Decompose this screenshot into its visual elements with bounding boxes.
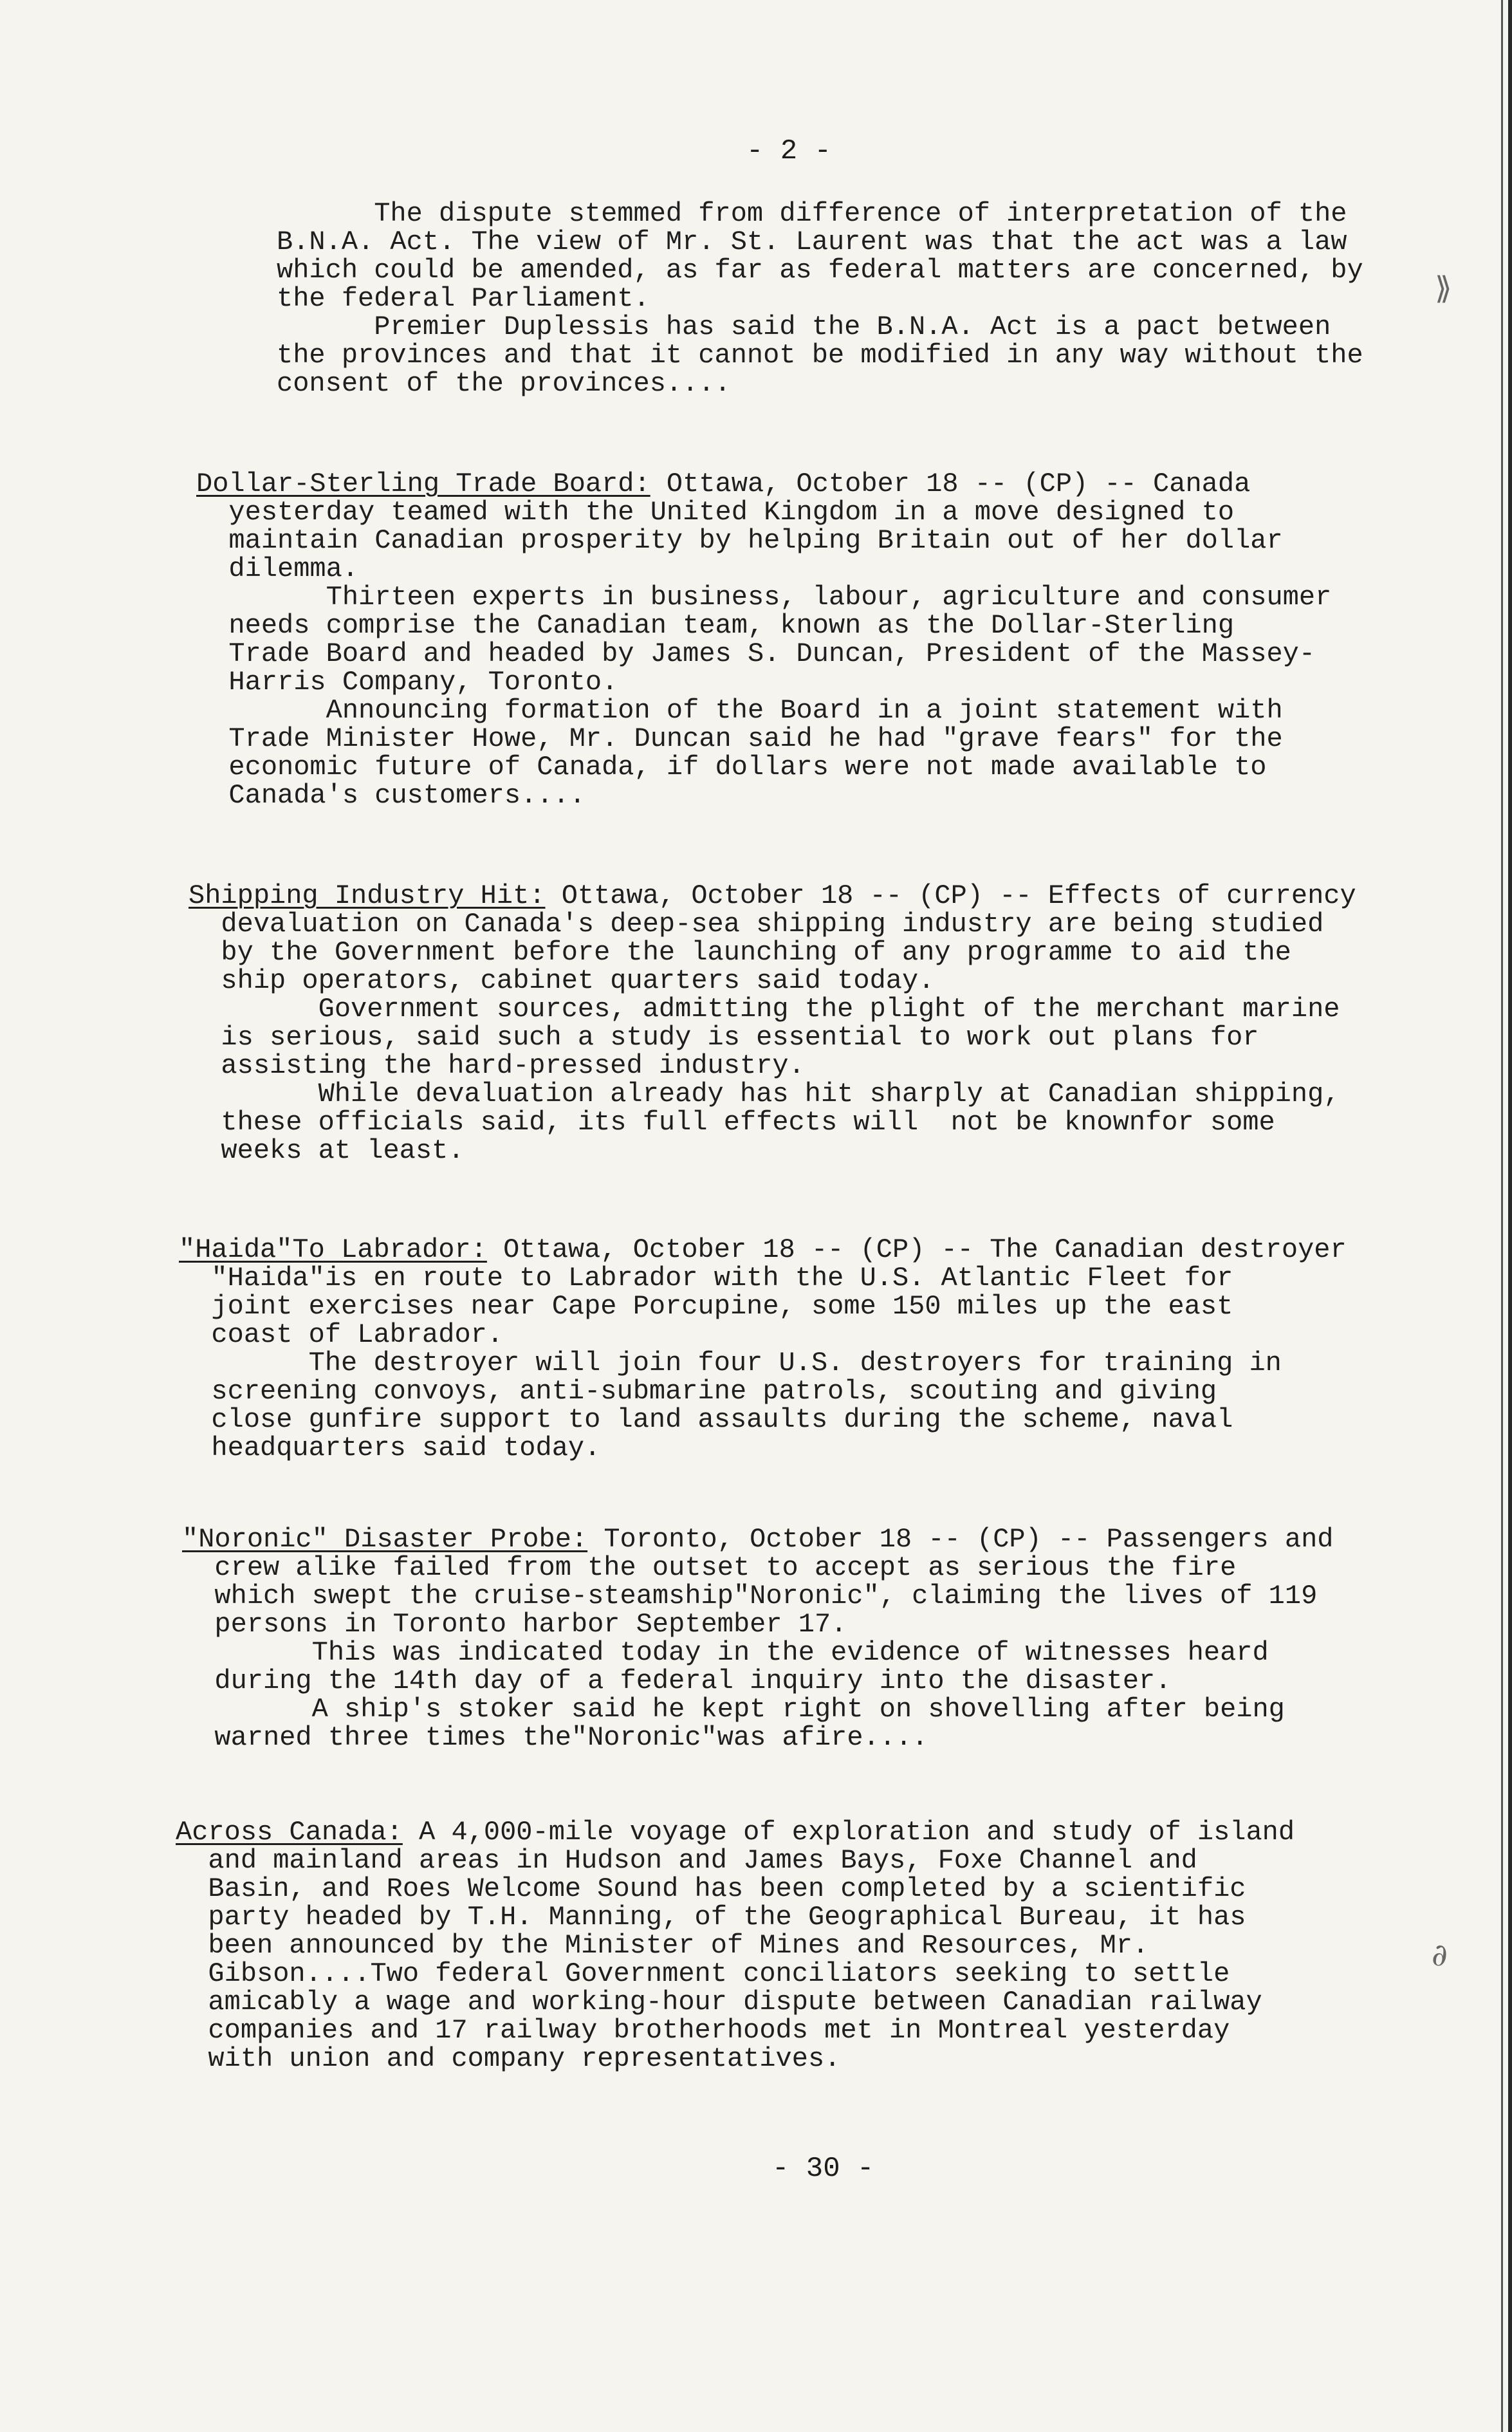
news-lead: Ottawa, October 18 -- (CP) -- Canada	[650, 469, 1251, 499]
news-item-across-canada	[176, 1818, 1295, 2073]
news-item-noronic	[182, 1525, 1334, 1752]
text-line: warned three times the"Noronic"was afire....	[182, 1722, 928, 1753]
news-heading: "Haida"To Labrador:	[179, 1234, 487, 1265]
text-line: by the Government before the launching of any programme to aid the	[189, 937, 1291, 968]
text-line: A ship's stoker said he kept right on shovelling after being	[182, 1694, 1285, 1725]
text-line: ship operators, cabinet quarters said today.	[189, 965, 935, 996]
page-edge-line	[1508, 0, 1512, 2432]
intro-paragraphs	[277, 200, 1363, 398]
text-line: Canada's customers....	[196, 780, 585, 811]
text-line: screening convoys, anti-submarine patrols, scouting and giving	[179, 1376, 1217, 1407]
text-line: weeks at least.	[189, 1135, 465, 1166]
text-line: during the 14th day of a federal inquiry into the disaster.	[182, 1666, 1172, 1696]
news-heading: Shipping Industry Hit:	[189, 880, 546, 911]
text-line: close gunfire support to land assaults during the scheme, naval	[179, 1404, 1233, 1435]
text-line: assisting the hard-pressed industry.	[189, 1050, 805, 1081]
page-number-bottom: - 30 -	[772, 2153, 874, 2185]
text-line: companies and 17 railway brotherhoods met in Montreal yesterday	[176, 2015, 1230, 2046]
text-line: Harris Company, Toronto.	[196, 667, 618, 698]
text-line: is serious, said such a study is essential to work out plans for	[189, 1022, 1259, 1053]
text-line: The dispute stemmed from difference of interpretation of the	[277, 198, 1347, 229]
news-lead: Ottawa, October 18 -- (CP) -- The Canadian destroyer	[486, 1234, 1347, 1265]
text-line: economic future of Canada, if dollars were not made available to	[196, 752, 1267, 783]
margin-scribble-icon: ∂	[1432, 1937, 1448, 1973]
text-line: devaluation on Canada's deep-sea shipping industry are being studied	[189, 909, 1324, 940]
news-lead: Ottawa, October 18 -- (CP) -- Effects of currency	[545, 880, 1356, 911]
news-heading: "Noronic" Disaster Probe:	[182, 1524, 588, 1555]
news-item-dollar-sterling	[196, 470, 1331, 810]
text-line: been announced by the Minister of Mines and Resources, Mr.	[176, 1930, 1149, 1961]
text-line: Trade Board and headed by James S. Duncan, President of the Massey-	[196, 638, 1316, 669]
news-heading: Dollar-Sterling Trade Board:	[196, 469, 650, 499]
text-line: Gibson....Two federal Government conciliators seeking to settle	[176, 1958, 1230, 1989]
text-line: crew alike failed from the outset to accept as serious the fire	[182, 1552, 1237, 1583]
text-line: persons in Toronto harbor September 17.	[182, 1609, 847, 1640]
text-line: This was indicated today in the evidence of witnesses heard	[182, 1637, 1269, 1668]
text-line: "Haida"is en route to Labrador with the U.S. Atlantic Fleet for	[179, 1263, 1233, 1294]
text-line: Thirteen experts in business, labour, agriculture and consumer	[196, 582, 1332, 613]
text-line: amicably a wage and working-hour dispute between Canadian railway	[176, 1987, 1262, 2018]
text-line: dilemma.	[196, 553, 359, 584]
text-line: these officials said, its full effects will not be knownfor some	[189, 1107, 1275, 1138]
text-line: Basin, and Roes Welcome Sound has been completed by a scientific	[176, 1873, 1246, 1904]
text-line: Announcing formation of the Board in a joint statement with	[196, 695, 1283, 726]
page-number-top: - 2 -	[746, 135, 832, 167]
text-line: Premier Duplessis has said the B.N.A. Act is a pact between	[277, 311, 1331, 342]
text-line: needs comprise the Canadian team, known as the Dollar-Sterling	[196, 610, 1235, 641]
text-line: and mainland areas in Hudson and James Bays, Foxe Channel and	[176, 1845, 1197, 1876]
news-lead: Toronto, October 18 -- (CP) -- Passengers and	[587, 1524, 1334, 1555]
news-lead: A 4,000-mile voyage of exploration and study of island	[402, 1817, 1295, 1848]
text-line: B.N.A. Act. The view of Mr. St. Laurent was that the act was a law	[277, 227, 1347, 257]
text-line: the federal Parliament.	[277, 283, 650, 314]
text-line: consent of the provinces....	[277, 368, 731, 399]
text-line: which swept the cruise-steamship"Noronic", claiming the lives of 119	[182, 1581, 1318, 1611]
margin-scribble-icon: ⟫	[1435, 270, 1452, 306]
text-line: which could be amended, as far as federal matters are concerned, by	[277, 255, 1363, 286]
text-line: headquarters said today.	[179, 1433, 601, 1463]
text-line: party headed by T.H. Manning, of the Geographical Bureau, it has	[176, 1902, 1246, 1933]
text-line: yesterday teamed with the United Kingdom in a move designed to	[196, 497, 1235, 528]
text-line: Government sources, admitting the plight of the merchant marine	[189, 994, 1340, 1025]
text-line: joint exercises near Cape Porcupine, some 150 miles up the east	[179, 1291, 1233, 1322]
news-item-shipping-industry	[189, 882, 1356, 1165]
text-line: The destroyer will join four U.S. destroyers for training in	[179, 1348, 1282, 1378]
news-item-haida	[179, 1236, 1347, 1462]
page-edge-line-inner	[1501, 0, 1503, 2432]
text-line: maintain Canadian prosperity by helping Britain out of her dollar	[196, 525, 1283, 556]
text-line: the provinces and that it cannot be modified in any way without the	[277, 340, 1363, 371]
news-heading: Across Canada:	[176, 1817, 403, 1848]
text-line: Trade Minister Howe, Mr. Duncan said he had "grave fears" for the	[196, 723, 1283, 754]
text-line: While devaluation already has hit sharply at Canadian shipping,	[189, 1079, 1340, 1109]
text-line: with union and company representatives.	[176, 2043, 841, 2074]
text-line: coast of Labrador.	[179, 1319, 504, 1350]
